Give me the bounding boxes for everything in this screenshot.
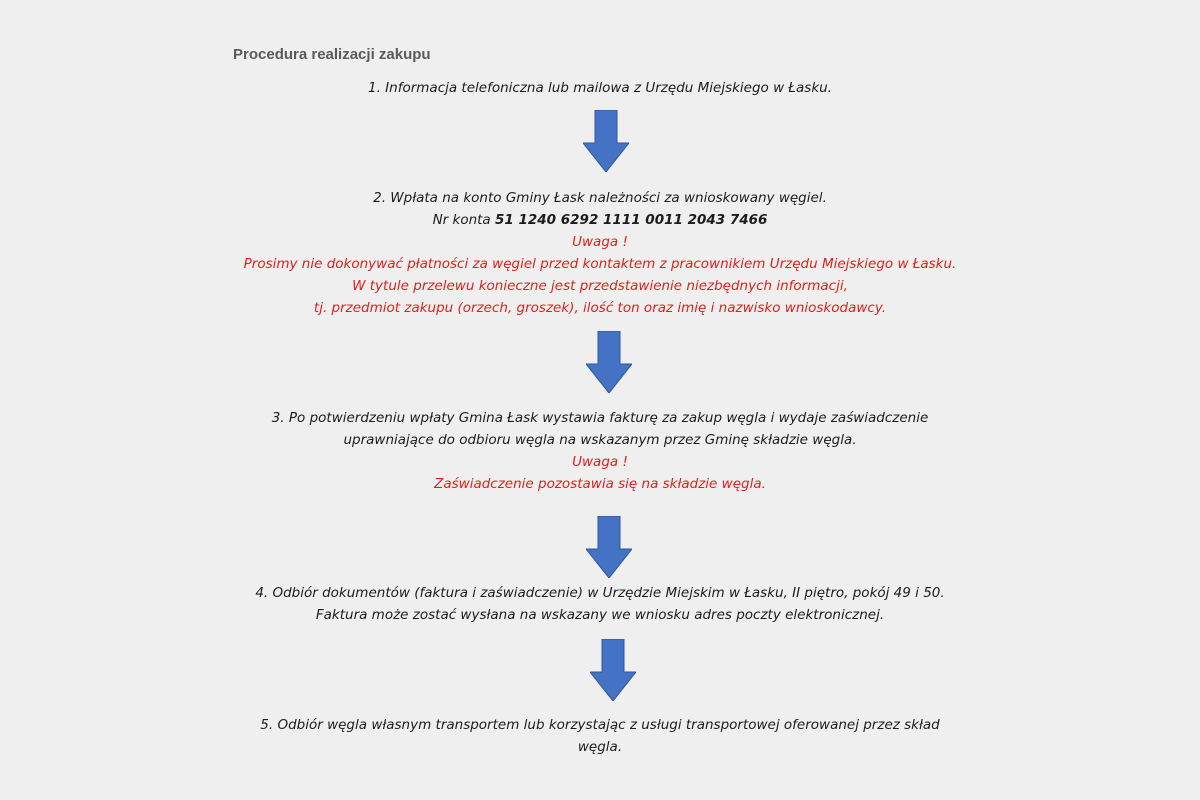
step-1 xyxy=(0,77,1200,99)
step-3-text: 3. Po potwierdzeniu wpłaty Gmina Łask wystawia fakturę za zakup węgla i wydaje zaświadczenie xyxy=(271,410,929,426)
step-1-text: 1. Informacja telefoniczna lub mailowa z Urzędu Miejskiego w Łasku. xyxy=(368,80,832,96)
step-2 xyxy=(0,187,1200,319)
step-3-text: uprawniające do odbioru węgla na wskazanym przez Gminę składzie węgla. xyxy=(343,432,857,448)
down-arrow-icon xyxy=(586,516,632,578)
step-5-text: węgla. xyxy=(577,739,623,755)
step-5-text: 5. Odbiór węgla własnym transportem lub korzystając z usługi transportowej oferowanej przez skład xyxy=(260,717,940,733)
warning-title: Uwaga ! xyxy=(572,454,628,470)
warning-text: Zaświadczenie pozostawia się na składzie węgla. xyxy=(434,476,766,492)
warning-title: Uwaga ! xyxy=(572,234,628,250)
step-2-text: 2. Wpłata na konto Gminy Łask należności za wnioskowany węgiel. xyxy=(373,190,827,206)
page-heading: Procedura realizacji zakupu xyxy=(233,46,431,63)
account-number: 51 1240 6292 1111 0011 2043 7466 xyxy=(495,212,768,228)
down-arrow-icon xyxy=(590,639,636,701)
step-4-text: Faktura może zostać wysłana na wskazany we wniosku adres poczty elektronicznej. xyxy=(315,607,885,623)
warning-text: Prosimy nie dokonywać płatności za węgiel przed kontaktem z pracownikiem Urzędu Miejskiego w Łasku. xyxy=(243,256,957,272)
warning-text: tj. przedmiot zakupu (orzech, groszek), ilość ton oraz imię i nazwisko wnioskodawcy. xyxy=(313,300,887,316)
warning-text: W tytule przelewu konieczne jest przedstawienie niezbędnych informacji, xyxy=(352,278,848,294)
step-3 xyxy=(0,407,1200,495)
account-label: Nr konta xyxy=(432,212,495,228)
step-4 xyxy=(0,582,1200,626)
down-arrow-icon xyxy=(583,110,629,172)
step-5 xyxy=(0,714,1200,758)
step-4-text: 4. Odbiór dokumentów (faktura i zaświadczenie) w Urzędzie Miejskim w Łasku, II piętro, pokój 49 i 50. xyxy=(255,585,945,601)
down-arrow-icon xyxy=(586,331,632,393)
account-line xyxy=(0,209,1200,231)
